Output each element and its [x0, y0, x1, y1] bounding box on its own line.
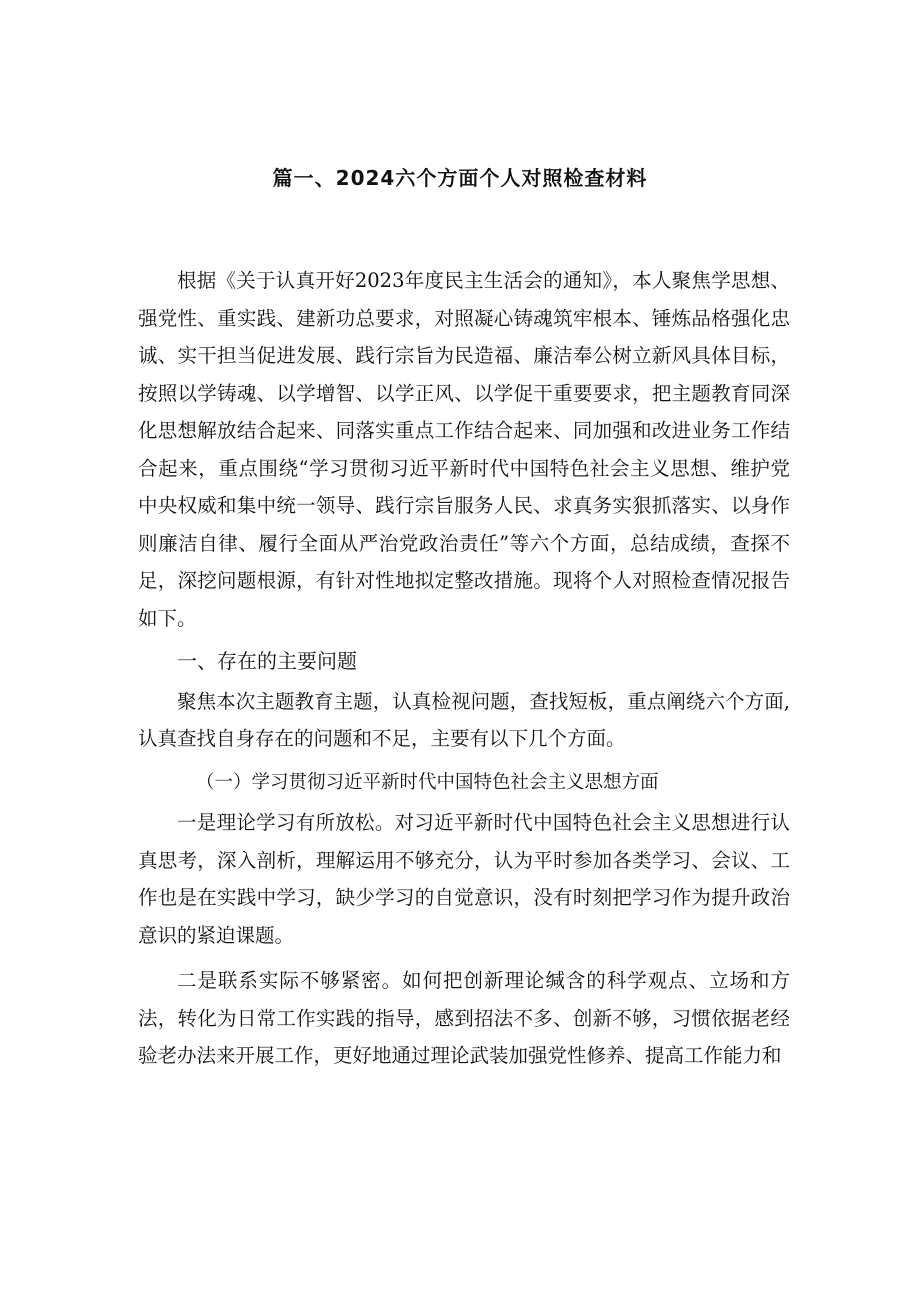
subsection-heading: （一）学习贯彻习近平新时代中国特色社会主义思想方面 — [196, 771, 659, 793]
section-intro-paragraph: 聚焦本次主题教育主题，认真检视问题，查找短板，重点阐绕六个方面,认真查找自身存在的问题和不足，主要有以下几个方面。 — [138, 689, 790, 750]
intro-paragraph: 根据《关于认真开好2023年度民主生活会的通知》，本人聚焦学思想、强党性、重实践、建新功总要求，对照凝心铸魂筑牢根本、锤炼品格强化忠诚、实干担当促进发展、践行宗旨为民造福、廉洁奉公树立新风具体目标，按照以学铸魂、以学增智、以学正风、以学促干重要要求，把主题教育同深化思想解放结合起来、同落实重点工作结合起来、同加强和改进业务工作结合起来，重点围绕“学习贯彻习近平新时代中国特色社会主义思想、维护党中央权威和集中统一领导、践行宗旨服务人民、求真务实狠抓落实、以身作则廉洁自律、履行全面从严治党政治责任”等六个方面，总结成绩，查探不足，深挖问题根源，有针对性地拟定整改措施。现将个人对照检查情况报告如下。 — [138, 269, 790, 630]
document-title: 篇一、2024六个方面个人对照检查材料 — [272, 166, 648, 190]
body-paragraph: 一是理论学习有所放松。对习近平新时代中国特色社会主义思想进行认真思考，深入剖析，理解运用不够充分，认为平时参加各类学习、会议、工作也是在实践中学习，缺少学习的自觉意识，没有时刻把学习作为提升政治意识的紧迫课题。 — [138, 811, 790, 947]
document-body — [138, 262, 790, 1075]
body-paragraph: 二是联系实际不够紧密。如何把创新理论缄含的科学观点、立场和方法，转化为日常工作实践的指导，感到招法不多、创新不够，习惯依据老经验老办法来开展工作，更好地通过理论武装加强党性修养、提高工作能力和 — [138, 969, 790, 1067]
section-heading: 一、存在的主要问题 — [177, 649, 357, 673]
